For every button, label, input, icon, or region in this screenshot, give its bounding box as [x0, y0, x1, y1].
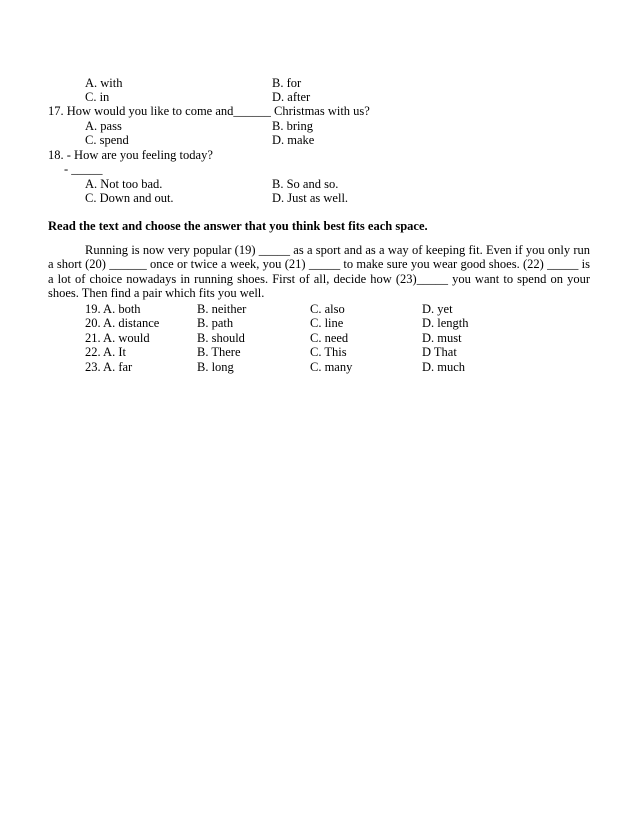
q23-option-b: B. long: [197, 360, 234, 374]
q18-option-d: D. Just as well.: [272, 191, 349, 205]
q16-option-b: B. for: [272, 76, 302, 90]
section-instruction: Read the text and choose the answer that you think best fits each space.: [48, 219, 428, 233]
passage-text-2: as a sport and as a way of keeping fit. Even if you only run a short (20): [48, 243, 590, 272]
q21-option-c: C. need: [310, 331, 349, 345]
q17-blank: ______: [233, 104, 271, 118]
q17-option-c: C. spend: [85, 133, 129, 147]
q17-option-d: D. make: [272, 133, 315, 147]
q22-option-b: B. There: [197, 345, 241, 359]
q20-option-d: D. length: [422, 316, 469, 330]
cloze-passage: [48, 243, 590, 301]
blank-21: _____: [308, 257, 341, 272]
q17-stem-before: 17. How would you like to come and: [48, 104, 234, 118]
passage-text-3: once or twice a week, you (21): [146, 257, 309, 272]
q16-option-c: C. in: [85, 90, 110, 104]
q17-option-a: A. pass: [85, 119, 122, 133]
q16-option-d: D. after: [272, 90, 311, 104]
q23-option-c: C. many: [310, 360, 353, 374]
q23-option-d: D. much: [422, 360, 466, 374]
q18-option-b: B. So and so.: [272, 177, 339, 191]
q17-stem-after: Christmas with us?: [270, 104, 370, 118]
q22-option-c: C. This: [310, 345, 347, 359]
blank-19: _____: [258, 243, 291, 257]
passage-text-1: Running is now very popular (19): [85, 243, 259, 257]
q21-option-a: 21. A. would: [85, 331, 150, 345]
q18-option-a: A. Not too bad.: [85, 177, 163, 191]
q20-option-c: C. line: [310, 316, 344, 330]
passage-text-4: to make sure you wear good shoes. (22): [340, 257, 548, 272]
blank-20: ______: [109, 257, 147, 272]
q20-option-a: 20. A. distance: [85, 316, 160, 330]
q19-option-d: D. yet: [422, 302, 453, 316]
q19-option-c: C. also: [310, 302, 345, 316]
q22-option-d: D That: [422, 345, 457, 359]
q18-reply: - _____: [64, 162, 103, 176]
passage-text-5: is a lot of choice nowadays in running shoes. First of all, decide how (23): [48, 257, 591, 286]
q21-option-b: B. should: [197, 331, 245, 345]
q16-option-a: A. with: [85, 76, 123, 90]
q19-option-a: 19. A. both: [85, 302, 141, 316]
passage-text-6: you want to spend on your shoes. Then find a pair which fits you well.: [48, 271, 590, 301]
q17-option-b: B. bring: [272, 119, 313, 133]
blank-22: _____: [547, 257, 579, 272]
q17-stem: [48, 104, 370, 118]
q21-option-d: D. must: [422, 331, 462, 345]
q18-stem: 18. - How are you feeling today?: [48, 148, 213, 162]
q18-option-c: C. Down and out.: [85, 191, 174, 205]
blank-23: _____: [416, 271, 448, 286]
q23-option-a: 23. A. far: [85, 360, 133, 374]
q19-option-b: B. neither: [197, 302, 247, 316]
q22-option-a: 22. A. It: [85, 345, 126, 359]
q20-option-b: B. path: [197, 316, 234, 330]
